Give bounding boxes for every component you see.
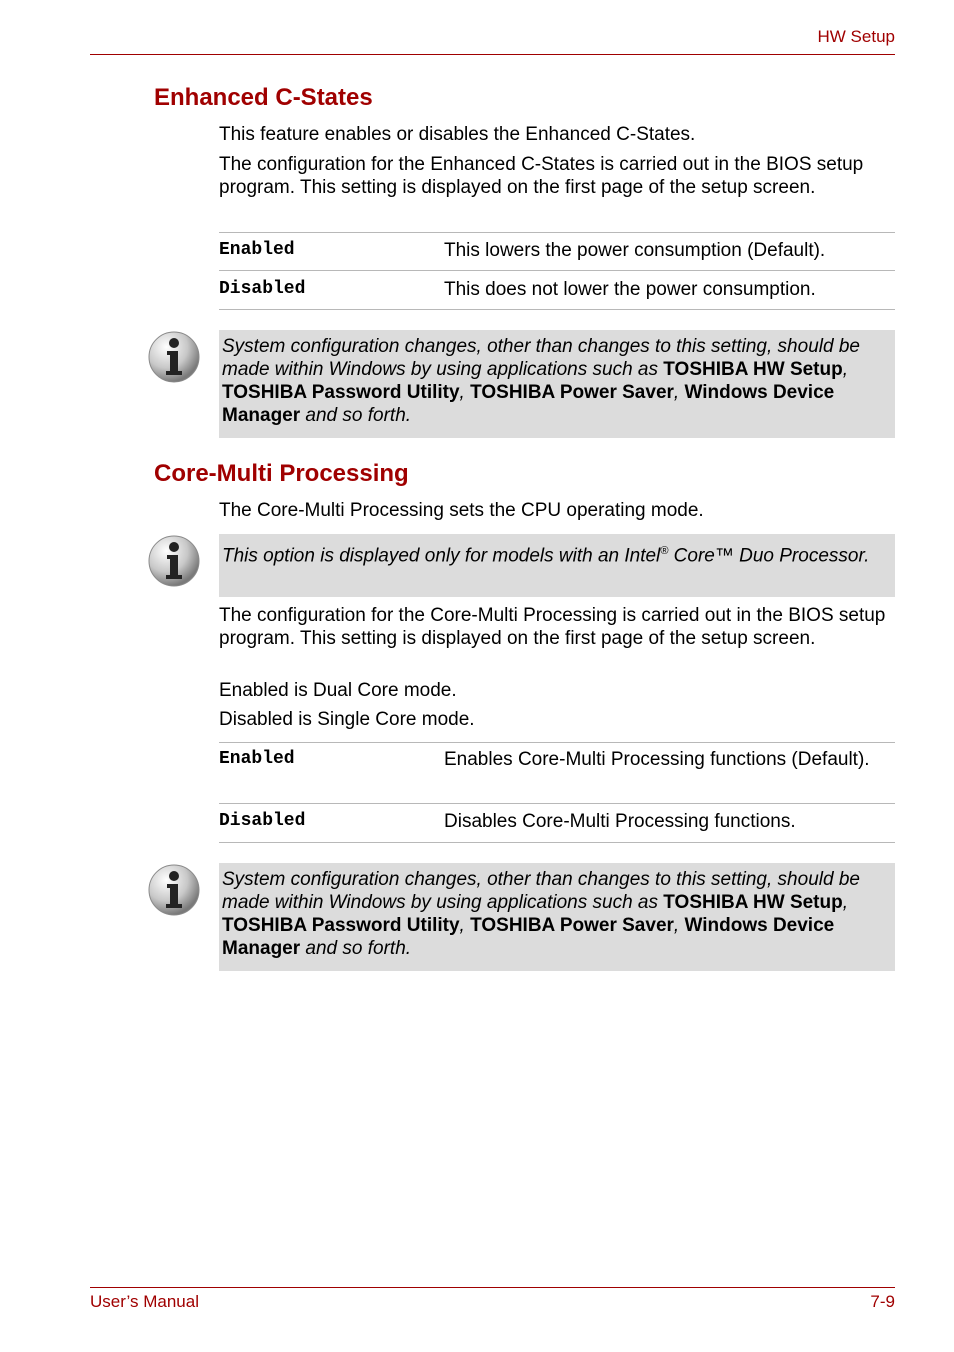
note-separator: , [459,915,471,936]
model-note-box [219,534,895,597]
note-box [219,330,895,438]
footer-rule [90,1287,895,1288]
core-disabled-mode: Disabled is Single Core mode. [219,709,475,730]
option-term: Disabled [219,811,306,831]
note-app: TOSHIBA Password Utility [222,915,460,936]
enhanced-config: The configuration for the Enhanced C-States is carried out in the BIOS setup program. This setting is displayed on the first page of the setup screen. [219,154,864,198]
page-number: 7-9 [870,1292,895,1311]
table-rule [219,842,895,843]
note-app: TOSHIBA HW Setup [663,359,843,380]
note-app: Windows Device Manager [222,382,835,426]
core-enabled-mode: Enabled is Dual Core mode. [219,680,457,701]
heading-core-multi-processing: Core-Multi Processing [154,460,409,487]
core-options-table [219,748,895,771]
option-desc: Disables Core-Multi Processing functions. [444,811,796,832]
enhanced-options-table [219,239,895,262]
table-rule [219,232,895,233]
note-text: and so forth. [300,938,412,959]
option-desc: This lowers the power consumption (Default). [444,240,826,261]
footer-manual-title: User’s Manual [90,1292,199,1311]
registered-mark: ® [660,545,669,557]
note-separator: , [459,382,471,403]
note-text: and so forth. [300,405,412,426]
note-app: TOSHIBA Power Saver [470,382,674,403]
option-term: Enabled [219,240,295,260]
note-separator: , [673,382,685,403]
info-icon [147,330,201,384]
core-options-table [219,810,895,833]
note-app: TOSHIBA Password Utility [222,382,460,403]
core-config: The configuration for the Core-Multi Processing is carried out in the BIOS setup program. This setting is displayed on the first page of the setup screen. [219,605,886,649]
core-intro: The Core-Multi Processing sets the CPU operating mode. [219,500,704,521]
note-box [219,863,895,971]
heading-enhanced-c-states: Enhanced C-States [154,84,373,111]
table-rule [219,803,895,804]
table-row [219,278,895,301]
note-separator: , [673,915,685,936]
table-rule [219,309,895,310]
info-icon [147,534,201,588]
header-rule [90,54,895,55]
table-row [219,810,895,833]
option-desc: Enables Core-Multi Processing functions (Default). [444,749,870,770]
note-separator: , [842,892,849,913]
table-rule [219,270,895,271]
table-row [219,239,895,262]
note-text: System configuration changes, other than changes to this setting, should be made within Windows by using applications such as [222,336,860,380]
enhanced-intro: This feature enables or disables the Enhanced C-States. [219,124,696,145]
note-separator: , [842,359,849,380]
note-app: TOSHIBA Power Saver [470,915,674,936]
table-row [219,748,895,771]
option-term: Disabled [219,279,306,299]
note-app: Windows Device Manager [222,915,835,959]
note-app: TOSHIBA HW Setup [663,892,843,913]
model-note-text: Core™ Duo Processor. [668,545,870,567]
enhanced-options-table [219,278,895,301]
option-term: Enabled [219,749,295,769]
option-desc: This does not lower the power consumption. [444,279,816,300]
note-text: System configuration changes, other than changes to this setting, should be made within Windows by using applications such as [222,869,860,913]
model-note-text: This option is displayed only for models with an Intel [222,545,661,567]
info-icon [147,863,201,917]
table-rule [219,742,895,743]
running-header: HW Setup [817,27,895,46]
